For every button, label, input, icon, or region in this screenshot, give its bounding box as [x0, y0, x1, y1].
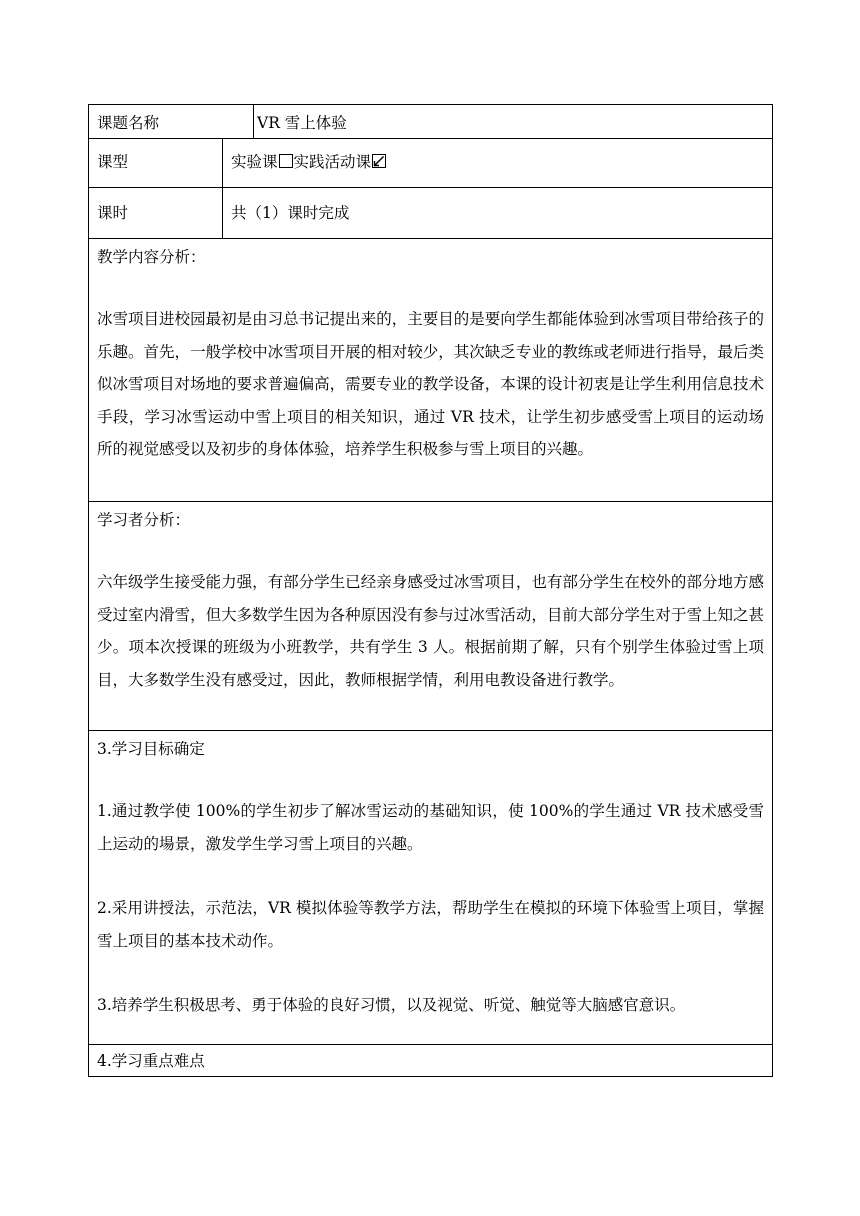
- key-points-cell: [89, 1045, 773, 1077]
- lesson-title-label-cell: [89, 105, 254, 139]
- lesson-title-row: [89, 105, 773, 139]
- learner-analysis-heading: 学习者分析：: [97, 511, 191, 529]
- lesson-hours-row: [89, 188, 773, 239]
- key-points-row: [89, 1045, 773, 1077]
- learner-analysis-row: [89, 502, 773, 731]
- lesson-hours-label: 课时: [97, 204, 129, 222]
- lesson-type-label: 课型: [97, 153, 129, 171]
- lesson-plan-table: [88, 104, 773, 139]
- lesson-title-value: VR 雪上体验: [257, 114, 347, 132]
- lesson-type-label-cell: [89, 138, 223, 188]
- content-analysis-body: 冰雪项目进校园最初是由习总书记提出来的，主要目的是要向学生都能体验到冰雪项目带给孩子的乐趣。首先，一般学校中冰雪项目开展的相对较少，其次缺乏专业的教练或老师进行指导，最后类似冰雪项目对场地的要求普遍偏高，需要专业的教学设备，本课的设计初衷是让学生利用信息技术手段，学习冰雪运动中雪上项目的相关知识，通过 VR 技术，让学生初步感受雪上项目的运动场所的视觉感受以及初步的身体体验，培养学生积极参与雪上项目的兴趣。: [97, 310, 764, 458]
- objectives-cell: [89, 731, 773, 1045]
- lesson-hours-value: 共（1）课时完成: [231, 204, 350, 222]
- objective-item-3: 3.培养学生积极思考、勇于体验的良好习惯，以及视觉、听觉、触觉等大脑感官意识。: [97, 996, 686, 1014]
- objectives-row: [89, 731, 773, 1045]
- lesson-hours-label-cell: [89, 188, 223, 239]
- objectives-heading: 3.学习目标确定: [97, 740, 205, 758]
- unchecked-box-icon[interactable]: [279, 154, 293, 168]
- lesson-type-options: [223, 138, 772, 172]
- learner-analysis-cell: [89, 502, 773, 731]
- checked-box-icon[interactable]: [372, 154, 386, 168]
- objective-item-2: 2.采用讲授法，示范法，VR 模拟体验等教学方法，帮助学生在模拟的环境下体验雪上项目，掌握雪上项目的基本技术动作。: [97, 899, 764, 950]
- lesson-type-value-cell: [223, 138, 773, 188]
- objective-item-1: 1.通过教学使 100%的学生初步了解冰雪运动的基础知识，使 100%的学生通过 VR 技术感受雪上运动的場景，激发学生学习雪上项目的兴趣。: [97, 802, 764, 853]
- lesson-hours-value-cell: [223, 188, 773, 239]
- option-practice-label: 实践活动课: [293, 153, 372, 171]
- learner-analysis-body: 六年级学生接受能力强，有部分学生已经亲身感受过冰雪项目，也有部分学生在校外的部分地方感受过室内滑雪，但大多数学生因为各种原因没有参与过冰雪活动，目前大部分学生对于雪上知之甚少。项本次授课的班级为小班教学，共有学生 3 人。根据前期了解，只有个别学生体验过雪上项目，大多数学生没有感受过，因此，教师根据学情，利用电教设备进行教学。: [97, 573, 764, 689]
- content-analysis-heading: 教学内容分析：: [97, 248, 206, 266]
- option-experiment-label: 实验课: [231, 153, 278, 171]
- lesson-info-table: [88, 138, 773, 1077]
- lesson-title-label: 课题名称: [97, 114, 160, 132]
- lesson-type-row: [89, 138, 773, 188]
- lesson-title-value-cell: [254, 105, 773, 139]
- key-points-heading: 4.学习重点难点: [97, 1052, 205, 1070]
- content-analysis-row: [89, 239, 773, 502]
- content-analysis-cell: [89, 239, 773, 502]
